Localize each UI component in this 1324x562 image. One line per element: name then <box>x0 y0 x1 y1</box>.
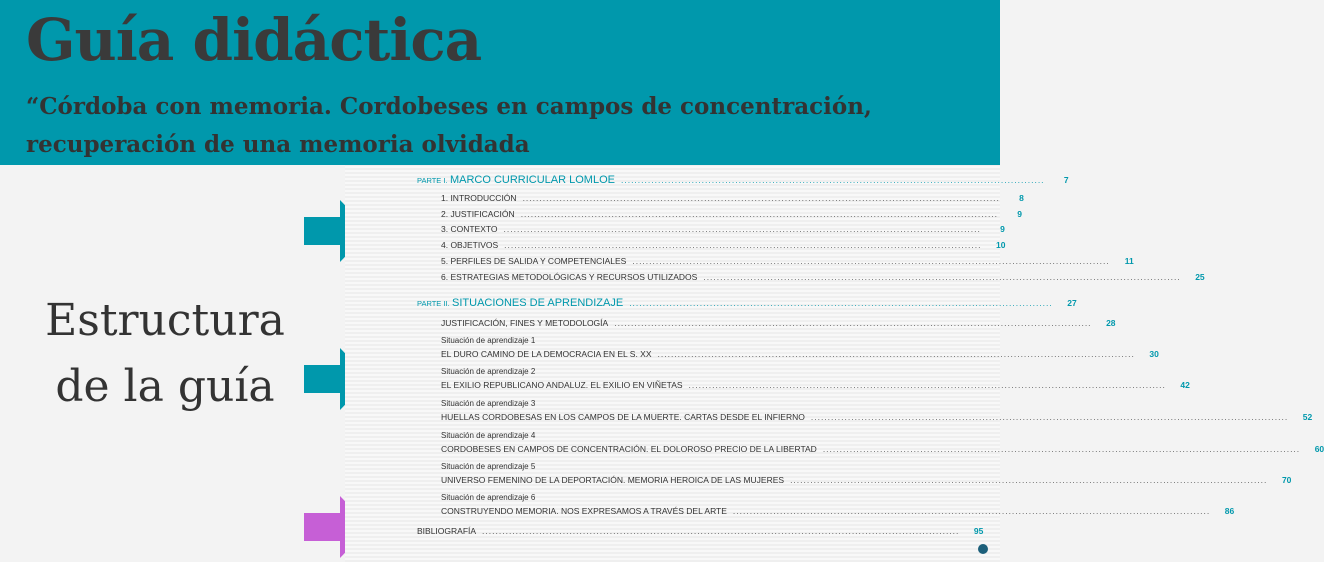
page-subtitle <box>26 88 986 164</box>
situation-heading: Situación de aprendizaje 4 <box>441 431 536 440</box>
toc-item: 4. OBJETIVOS .............................................................................................................................................. 10 <box>441 240 1006 250</box>
toc-part-1: PARTE I. MARCO CURRICULAR LOMLOE .............................................................................................................................. 7 <box>417 174 1069 186</box>
toc-item: CONSTRUYENDO MEMORIA. NOS EXPRESAMOS A TRAVÉS DEL ARTE .............................................................................................................................................. 86 <box>441 506 1235 516</box>
toc-bibliography: BIBLIOGRAFÍA .............................................................................................................................................. 95 <box>417 526 984 536</box>
situation-heading: Situación de aprendizaje 5 <box>441 462 536 471</box>
structure-heading <box>0 288 330 420</box>
situation-heading: Situación de aprendizaje 3 <box>441 399 536 408</box>
situation-heading: Situación de aprendizaje 6 <box>441 493 536 502</box>
subtitle-line-2: recuperación de una memoria olvidada <box>26 131 530 158</box>
part-title: MARCO CURRICULAR LOMLOE <box>449 174 615 186</box>
toc-item: 3. CONTEXTO .............................................................................................................................................. 9 <box>441 224 1005 234</box>
part-title: SITUACIONES DE APRENDIZAJE <box>452 297 624 309</box>
page-title: Guía didáctica <box>26 6 482 74</box>
header-banner <box>0 0 1000 165</box>
toc-item: EL EXILIO REPUBLICANO ANDALUZ. EL EXILIO EN VIÑETAS .............................................................................................................................................. 42 <box>441 380 1190 390</box>
toc-part-2: PARTE II. SITUACIONES DE APRENDIZAJE .............................................................................................................................. 27 <box>417 297 1077 309</box>
toc-item: CORDOBESES EN CAMPOS DE CONCENTRACIÓN. EL DOLOROSO PRECIO DE LA LIBERTAD .............................................................................................................................................. 60 <box>441 444 1324 454</box>
toc-item: UNIVERSO FEMENINO DE LA DEPORTACIÓN. MEMORIA HEROICA DE LAS MUJERES .............................................................................................................................................. 70 <box>441 475 1292 485</box>
toc-item: 2. JUSTIFICACIÓN .............................................................................................................................................. 9 <box>441 209 1023 219</box>
structure-heading-line-1: Estructura <box>45 295 285 346</box>
page-number: 27 <box>1067 298 1077 308</box>
toc-item: EL DURO CAMINO DE LA DEMOCRACIA EN EL S. XX .............................................................................................................................................. 30 <box>441 349 1159 359</box>
part-prefix: PARTE I. <box>417 176 448 185</box>
toc-item: 1. INTRODUCCIÓN .............................................................................................................................................. 8 <box>441 193 1024 203</box>
subtitle-line-1: “Córdoba con memoria. Cordobeses en campos de concentración, <box>26 93 872 120</box>
part-prefix: PARTE II. <box>417 299 450 308</box>
toc-item: HUELLAS CORDOBESAS EN LOS CAMPOS DE LA MUERTE. CARTAS DESDE EL INFIERNO .............................................................................................................................................. 52 <box>441 412 1313 422</box>
toc-item: 6. ESTRATEGIAS METODOLÓGICAS Y RECURSOS UTILIZADOS .............................................................................................................................................. 25 <box>441 272 1205 282</box>
circle-icon <box>978 544 988 554</box>
situation-heading: Situación de aprendizaje 1 <box>441 336 536 345</box>
page-number: 7 <box>1063 175 1069 185</box>
toc-item: 5. PERFILES DE SALIDA Y COMPETENCIALES .............................................................................................................................................. 11 <box>441 256 1134 266</box>
situation-heading: Situación de aprendizaje 2 <box>441 367 536 376</box>
toc-item: JUSTIFICACIÓN, FINES Y METODOLOGÍA .............................................................................................................................................. 28 <box>441 318 1116 328</box>
structure-heading-line-2: de la guía <box>55 361 275 412</box>
